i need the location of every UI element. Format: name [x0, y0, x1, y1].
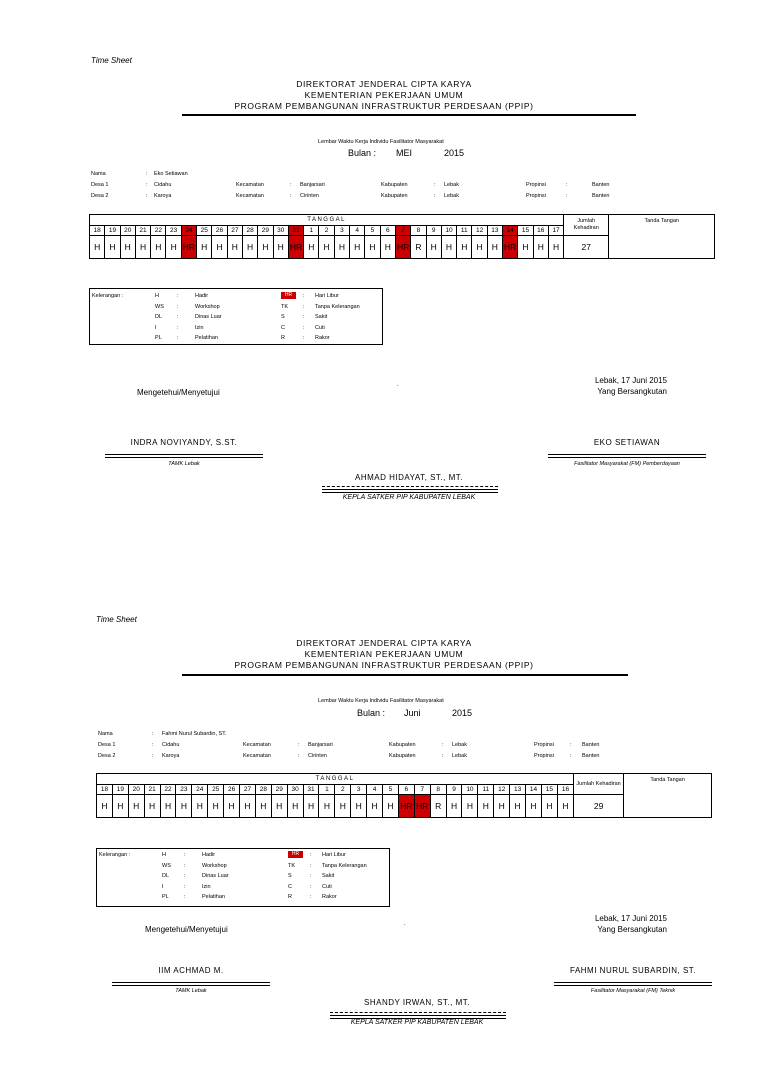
- legend-desc: Sakit: [322, 873, 335, 879]
- day-number: 20: [120, 226, 135, 236]
- kecamatan-label: Kecamatan: [243, 753, 271, 759]
- colon: :: [290, 182, 292, 188]
- colon: :: [146, 182, 148, 188]
- legend-desc: Cuti: [322, 883, 332, 890]
- day-number: 21: [144, 785, 160, 795]
- day-number: 31: [288, 226, 303, 236]
- day-number: 25: [208, 785, 224, 795]
- attendance-mark: H: [446, 795, 462, 818]
- attendance-mark: H: [319, 795, 335, 818]
- attendance-mark: H: [457, 236, 472, 259]
- year-value: 2015: [444, 148, 465, 158]
- legend-code: S: [288, 873, 292, 879]
- colon: :: [303, 303, 305, 310]
- colon: :: [146, 193, 148, 199]
- kabupaten-label: Kabupaten: [381, 193, 408, 199]
- attendance-mark: H: [548, 236, 563, 259]
- legend-code: WS: [162, 862, 171, 869]
- place-date: Lebak, 17 Juni 2015: [594, 914, 667, 923]
- attendance-mark: H: [541, 795, 557, 818]
- day-number: 8: [411, 226, 426, 236]
- legend-code: WS: [155, 303, 164, 310]
- org-line-2: KEMENTERIAN PEKERJAAN UMUM: [304, 649, 464, 659]
- day-number: 27: [227, 226, 242, 236]
- legend-code: S: [281, 314, 285, 320]
- propinsi-value: Banten: [592, 182, 610, 188]
- day-number: 15: [518, 226, 533, 236]
- attendance-mark: H: [97, 795, 113, 818]
- legend-code: PL: [162, 894, 169, 900]
- sig-right-role: Fasilitator Masyarakat (FM) Pemberdayaan: [574, 461, 680, 467]
- colon: :: [298, 753, 300, 759]
- kabupaten-value: Lebak: [452, 753, 467, 759]
- legend-desc: Dinas Luar: [195, 314, 222, 320]
- sig-center-role: KEPLA SATKER PIP KABUPATEN LEBAK: [350, 1019, 484, 1026]
- day-number: 9: [426, 226, 441, 236]
- day-number: 22: [151, 226, 166, 236]
- header-rule: [182, 674, 628, 676]
- org-line-3: PROGRAM PEMBANGUNAN INFRASTRUKTUR PERDESAAN (PPIP): [234, 101, 534, 111]
- colon: :: [177, 293, 179, 299]
- day-number: 7: [414, 785, 430, 795]
- colon: :: [177, 314, 179, 320]
- legend-code: PL: [155, 335, 162, 341]
- sig-center-line-2: [322, 489, 498, 493]
- attendance-mark: H: [105, 236, 120, 259]
- day-number: 5: [365, 226, 380, 236]
- legend-code: I: [162, 883, 164, 890]
- attendance-mark: H: [350, 236, 365, 259]
- org-line-1: DIREKTORAT JENDERAL CIPTA KARYA: [296, 638, 472, 648]
- legend-code: I: [155, 324, 157, 331]
- legend-desc: Tanpa Kelerangan: [315, 303, 360, 310]
- sig-center-line: [322, 486, 498, 487]
- day-number: 14: [526, 785, 542, 795]
- bulan-label: Bulan :: [357, 708, 386, 718]
- kecamatan-label: Kecamatan: [243, 742, 271, 748]
- attendance-mark: H: [258, 236, 273, 259]
- colon: :: [152, 731, 154, 737]
- propinsi-value: Banten: [592, 193, 610, 199]
- legend-code: HR: [288, 851, 303, 858]
- place-date: Lebak, 17 Juni 2015: [594, 376, 667, 385]
- colon: :: [290, 193, 292, 199]
- day-number: 6: [398, 785, 414, 795]
- legend-code: R: [281, 335, 285, 341]
- colon: :: [310, 883, 312, 890]
- day-number: 12: [494, 785, 510, 795]
- day-number: 2: [335, 785, 351, 795]
- day-number: 16: [533, 226, 548, 236]
- header-rule: [182, 114, 636, 116]
- day-number: 20: [128, 785, 144, 795]
- attendance-mark: H: [227, 236, 242, 259]
- attendance-mark: HR: [503, 236, 518, 259]
- day-number: 22: [160, 785, 176, 795]
- legend-desc: Cuti: [315, 324, 325, 331]
- yang-bersangkutan: Yang Bersangkutan: [597, 925, 667, 934]
- colon: :: [310, 894, 312, 900]
- attendance-mark: H: [192, 795, 208, 818]
- attendance-mark: HR: [395, 236, 410, 259]
- attendance-table: [96, 773, 712, 818]
- attendance-mark: H: [472, 236, 487, 259]
- day-number: 10: [441, 226, 456, 236]
- kecamatan-2-value: Cirinten: [300, 193, 319, 199]
- day-number: 3: [351, 785, 367, 795]
- timesheet-1: [0, 0, 768, 512]
- attendance-mark: H: [383, 795, 399, 818]
- attendance-mark: H: [518, 236, 533, 259]
- desa2-value: Karoya: [162, 753, 180, 759]
- attendance-mark: H: [526, 795, 542, 818]
- propinsi-label: Propinsi: [534, 742, 554, 748]
- doc-title: Time Sheet: [91, 56, 132, 65]
- attendance-mark: H: [319, 236, 334, 259]
- colon: :: [442, 753, 444, 759]
- sig-center-role: KEPLA SATKER PIP KABUPATEN LEBAK: [342, 494, 476, 501]
- timesheet-2: [0, 560, 768, 1072]
- kecamatan-label: Kecamatan: [236, 182, 264, 188]
- desa1-label: Desa 1: [91, 182, 109, 188]
- colon: :: [152, 753, 154, 759]
- day-number: 24: [192, 785, 208, 795]
- attendance-mark: H: [160, 795, 176, 818]
- tanda-tangan-header: Tanda Tangan: [624, 774, 712, 818]
- day-number: 1: [319, 785, 335, 795]
- day-number: 10: [462, 785, 478, 795]
- desa2-value: Karoya: [154, 193, 172, 199]
- colon: :: [570, 753, 572, 759]
- legend-code: H: [162, 852, 166, 858]
- propinsi-label: Propinsi: [534, 753, 554, 759]
- legend-code: R: [288, 894, 292, 900]
- tanggal-header: TANGGAL: [90, 215, 564, 226]
- colon: :: [434, 182, 436, 188]
- propinsi-label: Propinsi: [526, 182, 546, 188]
- legend-desc: Hadir: [195, 293, 209, 299]
- propinsi-value: Banten: [582, 742, 600, 748]
- colon: :: [184, 873, 186, 879]
- attendance-mark: H: [166, 236, 181, 259]
- sig-left-line: [105, 454, 263, 458]
- attendance-mark: H: [255, 795, 271, 818]
- nama-value: Eko Setiawan: [154, 171, 188, 177]
- attendance-mark: H: [144, 795, 160, 818]
- desa2-label: Desa 2: [98, 753, 116, 759]
- day-number: 26: [212, 226, 227, 236]
- legend-code: HR: [281, 292, 296, 299]
- attendance-mark: H: [335, 795, 351, 818]
- attendance-mark: H: [112, 795, 128, 818]
- day-number: 23: [176, 785, 192, 795]
- jumlah-kehadiran-total: 29: [574, 795, 624, 818]
- attendance-mark: H: [135, 236, 150, 259]
- attendance-mark: H: [90, 236, 105, 259]
- kabupaten-value: Lebak: [444, 182, 459, 188]
- attendance-mark: H: [462, 795, 478, 818]
- tanda-tangan-header: Tanda Tangan: [609, 215, 715, 259]
- yang-bersangkutan: Yang Bersangkutan: [597, 387, 667, 396]
- attendance-mark: R: [430, 795, 446, 818]
- day-number: 29: [258, 226, 273, 236]
- sig-right-line: [548, 454, 706, 458]
- day-number: 18: [90, 226, 105, 236]
- day-number: 19: [105, 226, 120, 236]
- legend-code: H: [155, 293, 159, 299]
- attendance-mark: HR: [398, 795, 414, 818]
- propinsi-value: Banten: [582, 753, 600, 759]
- desa1-value: Cidahu: [162, 742, 180, 748]
- day-number: 29: [271, 785, 287, 795]
- sig-center-name: AHMAD HIDAYAT, ST., MT.: [355, 473, 463, 482]
- legend-desc: Rakor: [315, 335, 330, 341]
- day-number: 11: [478, 785, 494, 795]
- attendance-mark: H: [478, 795, 494, 818]
- day-number: 31: [303, 785, 319, 795]
- day-number: 4: [350, 226, 365, 236]
- day-number: 27: [240, 785, 256, 795]
- nama-value: Fahmi Nurul Subardin, ST.: [162, 731, 227, 737]
- legend-desc: Hari Libur: [315, 293, 339, 299]
- day-number: 30: [287, 785, 303, 795]
- attendance-mark: H: [487, 236, 502, 259]
- sig-center-line: [330, 1012, 506, 1013]
- colon: :: [566, 193, 568, 199]
- kabupaten-label: Kabupaten: [389, 742, 416, 748]
- jumlah-kehadiran-header: Jumlah Kehadiran: [564, 215, 609, 236]
- colon: :: [184, 883, 186, 890]
- jumlah-kehadiran-header: Jumlah Kehadiran: [574, 774, 624, 795]
- colon: :: [184, 852, 186, 858]
- sig-right-line: [554, 982, 712, 986]
- day-number: 13: [487, 226, 502, 236]
- attendance-mark: HR: [181, 236, 196, 259]
- day-number: 24: [181, 226, 196, 236]
- day-number: 21: [135, 226, 150, 236]
- attendance-mark: H: [271, 795, 287, 818]
- sig-left-role: TAMK Lebak: [168, 461, 200, 467]
- kabupaten-value: Lebak: [444, 193, 459, 199]
- colon: :: [177, 335, 179, 341]
- attendance-mark: H: [242, 236, 257, 259]
- day-number: 7: [395, 226, 410, 236]
- legend-code: DL: [162, 873, 170, 879]
- legend-desc: Dinas Luar: [202, 873, 229, 879]
- day-number: 26: [224, 785, 240, 795]
- sig-right-name: FAHMI NURUL SUBARDIN, ST.: [570, 966, 696, 975]
- day-number: 6: [380, 226, 395, 236]
- bulan-value: Juni: [404, 708, 421, 718]
- kecamatan-1-value: Banjarsari: [300, 182, 325, 188]
- mengetahui-label: Mengetehui/Menyetujui: [145, 925, 228, 934]
- colon: :: [310, 873, 312, 879]
- legend-desc: Pelatihan: [202, 894, 225, 900]
- kabupaten-label: Kabupaten: [381, 182, 408, 188]
- attendance-mark: H: [224, 795, 240, 818]
- colon: :: [303, 293, 305, 299]
- day-number: 3: [334, 226, 349, 236]
- tanggal-header: TANGGAL: [97, 774, 574, 785]
- attendance-mark: H: [303, 795, 319, 818]
- attendance-mark: H: [557, 795, 573, 818]
- attendance-mark: H: [240, 795, 256, 818]
- legend-desc: Sakit: [315, 314, 328, 320]
- attendance-mark: H: [365, 236, 380, 259]
- jumlah-kehadiran-total: 27: [564, 236, 609, 259]
- day-number: 9: [446, 785, 462, 795]
- colon: :: [177, 303, 179, 310]
- day-number: 17: [548, 226, 563, 236]
- legend-desc: Pelatihan: [195, 335, 218, 341]
- sig-left-name: IIM ACHMAD M.: [158, 966, 224, 975]
- bulan-value: MEI: [396, 148, 413, 158]
- bulan-label: Bulan :: [348, 148, 377, 158]
- legend-desc: Workshop: [202, 862, 227, 869]
- legend-code: DL: [155, 314, 163, 320]
- attendance-mark: H: [494, 795, 510, 818]
- day-number: 25: [197, 226, 212, 236]
- attendance-mark: H: [533, 236, 548, 259]
- attendance-mark: H: [304, 236, 319, 259]
- sig-left-line: [112, 982, 270, 986]
- colon: :: [310, 862, 312, 869]
- day-number: 2: [319, 226, 334, 236]
- attendance-mark: H: [441, 236, 456, 259]
- day-number: 23: [166, 226, 181, 236]
- attendance-mark: H: [128, 795, 144, 818]
- legend-code: TK: [288, 862, 296, 869]
- legend-title: Kelerangan :: [92, 293, 124, 299]
- kabupaten-label: Kabupaten: [389, 753, 416, 759]
- legend-desc: Hadir: [202, 852, 216, 858]
- dot-mark: .: [404, 921, 406, 927]
- legend-code: C: [288, 883, 292, 890]
- propinsi-label: Propinsi: [526, 193, 546, 199]
- day-number: 11: [457, 226, 472, 236]
- form-subtitle: Lembar Waktu Kerja Individu Fasilitator Masyarakat: [318, 139, 444, 145]
- desa1-value: Cidahu: [154, 182, 172, 188]
- day-number: 28: [242, 226, 257, 236]
- attendance-mark: R: [411, 236, 426, 259]
- kecamatan-label: Kecamatan: [236, 193, 264, 199]
- legend-desc: Izin: [195, 324, 204, 331]
- kecamatan-2-value: Cirinten: [308, 753, 327, 759]
- legend-code: TK: [281, 303, 289, 310]
- day-number: 13: [510, 785, 526, 795]
- desa1-label: Desa 1: [98, 742, 116, 748]
- day-number: 14: [503, 226, 518, 236]
- colon: :: [303, 335, 305, 341]
- mengetahui-label: Mengetehui/Menyetujui: [137, 388, 220, 397]
- day-number: 8: [430, 785, 446, 795]
- legend-desc: Hari Libur: [322, 852, 346, 858]
- legend-desc: Izin: [202, 883, 211, 890]
- desa2-label: Desa 2: [91, 193, 109, 199]
- attendance-mark: H: [212, 236, 227, 259]
- legend-desc: Tanpa Kelerangan: [322, 862, 367, 869]
- colon: :: [298, 742, 300, 748]
- colon: :: [566, 182, 568, 188]
- sig-center-name: SHANDY IRWAN, ST., MT.: [364, 998, 470, 1007]
- nama-label: Nama: [91, 171, 106, 177]
- kabupaten-value: Lebak: [452, 742, 467, 748]
- colon: :: [184, 862, 186, 869]
- year-value: 2015: [452, 708, 473, 718]
- day-number: 5: [383, 785, 399, 795]
- attendance-mark: HR: [414, 795, 430, 818]
- attendance-mark: H: [273, 236, 288, 259]
- org-line-3: PROGRAM PEMBANGUNAN INFRASTRUKTUR PERDESAAN (PPIP): [234, 660, 534, 670]
- legend-desc: Workshop: [195, 303, 220, 310]
- colon: :: [152, 742, 154, 748]
- attendance-mark: H: [176, 795, 192, 818]
- attendance-mark: H: [287, 795, 303, 818]
- nama-label: Nama: [98, 731, 113, 737]
- day-number: 18: [97, 785, 113, 795]
- attendance-mark: H: [426, 236, 441, 259]
- legend-code: C: [281, 324, 285, 331]
- attendance-mark: H: [151, 236, 166, 259]
- sig-right-name: EKO SETIAWAN: [593, 438, 661, 447]
- sig-right-role: Fasilitator Masyarakat (FM) Teknik: [590, 988, 676, 994]
- kecamatan-1-value: Banjarsari: [308, 742, 333, 748]
- attendance-mark: H: [197, 236, 212, 259]
- attendance-mark: H: [367, 795, 383, 818]
- colon: :: [434, 193, 436, 199]
- attendance-table: [89, 214, 715, 259]
- colon: :: [303, 324, 305, 331]
- colon: :: [184, 894, 186, 900]
- legend-title: Kelerangan :: [99, 852, 131, 858]
- attendance-mark: H: [334, 236, 349, 259]
- doc-title: Time Sheet: [96, 615, 137, 624]
- colon: :: [570, 742, 572, 748]
- attendance-mark: H: [510, 795, 526, 818]
- form-subtitle: Lembar Waktu Kerja Individu Fasilitator Masyarakat: [318, 698, 444, 704]
- day-number: 1: [304, 226, 319, 236]
- colon: :: [442, 742, 444, 748]
- org-line-1: DIREKTORAT JENDERAL CIPTA KARYA: [296, 79, 472, 89]
- colon: :: [310, 852, 312, 858]
- attendance-mark: H: [208, 795, 224, 818]
- attendance-mark: H: [351, 795, 367, 818]
- colon: :: [146, 171, 148, 177]
- day-number: 4: [367, 785, 383, 795]
- attendance-mark: HR: [288, 236, 303, 259]
- colon: :: [177, 324, 179, 331]
- day-number: 28: [255, 785, 271, 795]
- attendance-mark: H: [380, 236, 395, 259]
- dot-mark: .: [397, 382, 399, 388]
- sig-left-name: INDRA NOVIYANDY, S.ST.: [130, 438, 238, 447]
- day-number: 16: [557, 785, 573, 795]
- day-number: 15: [541, 785, 557, 795]
- day-number: 30: [273, 226, 288, 236]
- sig-left-role: TAMK Lebak: [175, 988, 207, 994]
- legend-desc: Rakor: [322, 894, 337, 900]
- org-line-2: KEMENTERIAN PEKERJAAN UMUM: [304, 90, 464, 100]
- attendance-mark: H: [120, 236, 135, 259]
- colon: :: [303, 314, 305, 320]
- day-number: 19: [112, 785, 128, 795]
- day-number: 12: [472, 226, 487, 236]
